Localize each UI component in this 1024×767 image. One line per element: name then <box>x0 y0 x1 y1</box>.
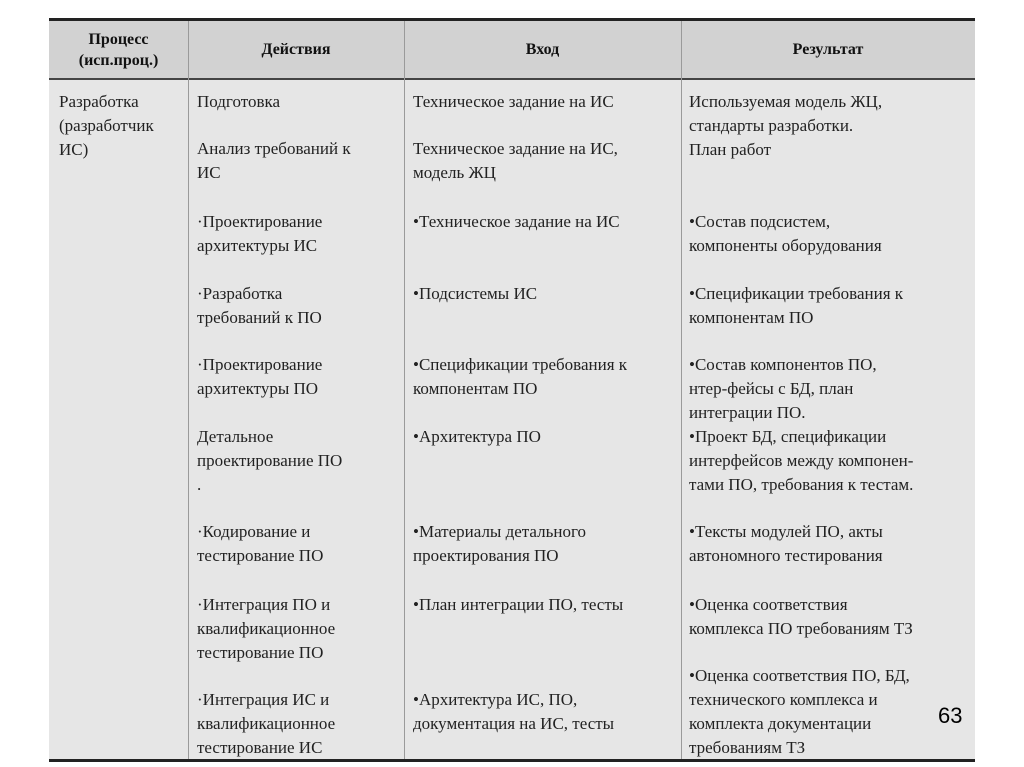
result-item: •Состав компонентов ПО, нтер-фейсы с БД, план интеграции ПО. <box>689 355 877 422</box>
action-item: ·Кодирование и тестирование ПО <box>197 522 324 565</box>
input-item: •Архитектура ИС, ПО, документация на ИС, тесты <box>413 690 615 733</box>
header-actions: Действия <box>261 41 331 58</box>
action-item: ·Разработка требований к ПО <box>197 284 322 327</box>
input-item: •Архитектура ПО <box>413 427 541 446</box>
action-item: ·Проектирование архитектуры ИС <box>197 212 323 255</box>
input-item: •Спецификации требования к компонентам ПО <box>413 355 628 398</box>
action-item: Детальное проектирование ПО . <box>197 427 343 494</box>
result-item: •Оценка соответствия комплекса ПО требованиям ТЗ <box>689 595 913 638</box>
result-item: •Тексты модулей ПО, акты автономного тестирования <box>689 522 883 565</box>
column-divider <box>404 21 405 759</box>
process-table <box>49 18 975 762</box>
input-item: •План интеграции ПО, тесты <box>413 595 624 614</box>
column-divider <box>188 21 189 759</box>
result-item: •Оценка соответствия ПО, БД, технического комплекса и комплекта документации требованиям ТЗ <box>689 666 910 757</box>
action-item: Анализ требований к ИС <box>197 139 351 182</box>
input-item: •Материалы детального проектирования ПО <box>413 522 587 565</box>
result-item: Используемая модель ЖЦ, стандарты разработки. План работ <box>689 92 883 159</box>
input-item: •Техническое задание на ИС <box>413 212 620 231</box>
column-divider <box>681 21 682 759</box>
action-item: ·Интеграция ПО и квалификационное тестирование ПО <box>197 595 336 662</box>
header-result: Результат <box>792 41 864 58</box>
input-item: Техническое задание на ИС <box>413 92 614 111</box>
result-item: •Спецификации требования к компонентам ПО <box>689 284 904 327</box>
input-item: Техническое задание на ИС, модель ЖЦ <box>413 139 618 182</box>
process-cell: Разработка (разработчик ИС) <box>59 92 154 159</box>
action-item: ·Интеграция ИС и квалификационное тестирование ИС <box>197 690 336 757</box>
result-item: •Состав подсистем, компоненты оборудования <box>689 212 882 255</box>
page-number: 63 <box>938 703 963 728</box>
header-process: Процесс (исп.проц.) <box>78 30 159 69</box>
action-item: ·Проектирование архитектуры ПО <box>197 355 323 398</box>
header-input: Вход <box>525 41 560 58</box>
input-item: •Подсистемы ИС <box>413 284 538 303</box>
action-item: Подготовка <box>197 92 281 111</box>
result-item: •Проект БД, спецификации интерфейсов между компонен- тами ПО, требования к тестам. <box>689 427 914 494</box>
